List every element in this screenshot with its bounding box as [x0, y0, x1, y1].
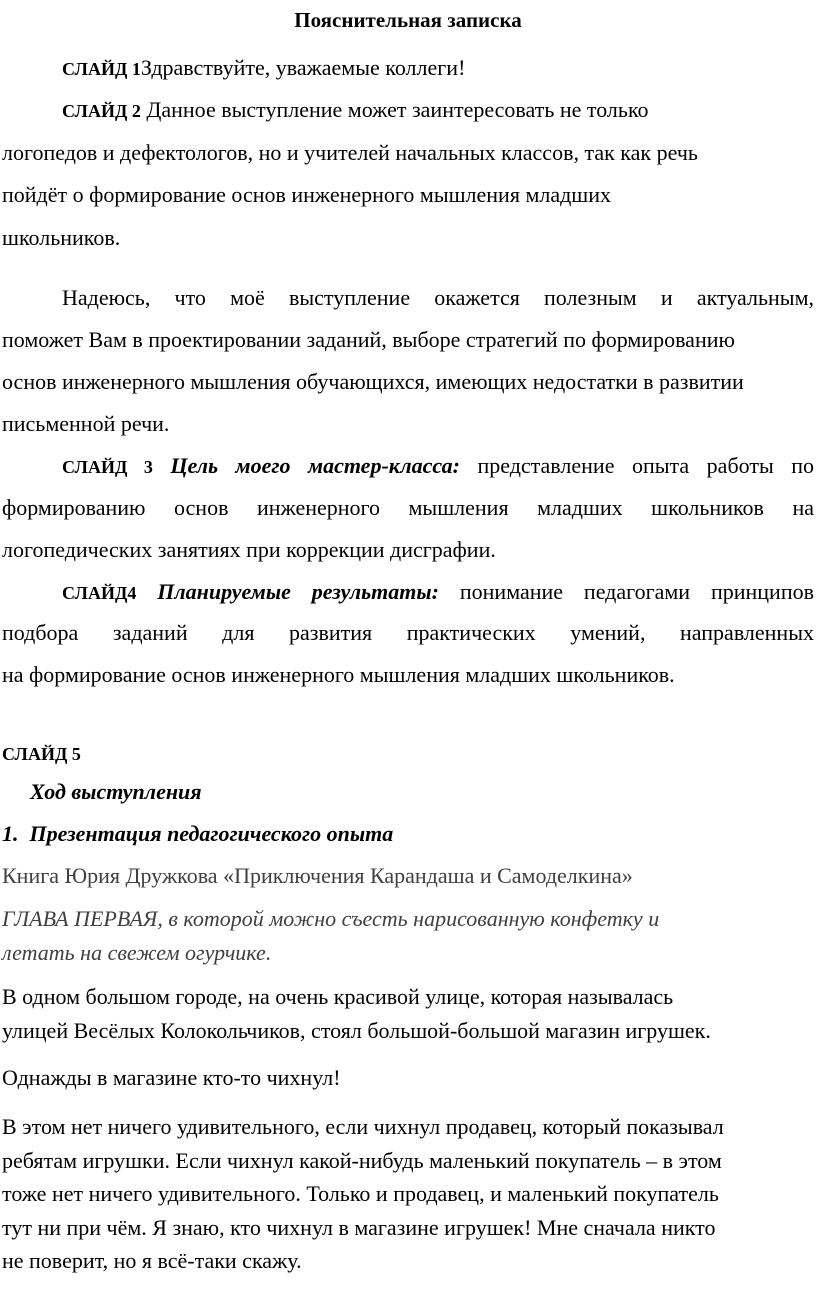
slide-2-text-line: пойдёт о формирование основ инженерного мышления младших: [2, 182, 612, 207]
results-text-line: понимание педагогами принципов: [459, 579, 814, 604]
story-line: В одном большом городе, на очень красивой улице, которая называлась: [2, 984, 674, 1009]
hope-paragraph-line: основ инженерного мышления обучающихся, имеющих недостатки в развитии: [2, 369, 744, 394]
slide-1-text: Здравствуйте, уважаемые коллеги!: [140, 55, 466, 80]
story-line: тоже нет ничего удивительного. Только и продавец, и маленький покупатель: [2, 1181, 719, 1206]
slide-4-label: СЛАЙД4: [62, 583, 137, 603]
paragraph-slide-4-line-1: [62, 578, 814, 607]
paragraph-slide-1: [62, 54, 465, 83]
story-line: не поверит, но я всё-таки скажу.: [2, 1248, 302, 1273]
goal-text-line: логопедических занятиях при коррекции дисграфии.: [2, 537, 496, 562]
hope-paragraph-line: Надеюсь, что моё выступление окажется полезным и актуальным,: [62, 285, 814, 310]
item-number: 1.: [2, 821, 19, 846]
story-line: ребятам игрушки. Если чихнул какой-нибудь маленький покупатель – в этом: [2, 1148, 722, 1173]
story-line: Однажды в магазине кто-то чихнул!: [2, 1065, 341, 1090]
chapter-line: летать на свежем огурчике.: [2, 940, 272, 965]
slide-2-label: СЛАЙД 2: [62, 101, 141, 121]
slide-2-text-line: школьников.: [2, 225, 121, 250]
paragraph-slide-2-line-1: [62, 96, 649, 125]
goal-heading: Цель моего мастер-класса:: [170, 453, 460, 478]
item-text: Презентация педагогического опыта: [29, 821, 394, 846]
slide-1-label: СЛАЙД 1: [62, 59, 141, 79]
numbered-item: [2, 820, 393, 848]
results-text-line: на формирование основ инженерного мышления младших школьников.: [2, 662, 675, 687]
story-line: В этом нет ничего удивительного, если чихнул продавец, который показывал: [2, 1114, 724, 1139]
goal-text-line: формированию основ инженерного мышления младших школьников на: [2, 495, 814, 520]
section-heading: Ход выступления: [30, 779, 202, 804]
results-heading: Планируемые результаты:: [157, 579, 439, 604]
paragraph-slide-3-line-1: [62, 452, 814, 481]
results-text-line: подбора заданий для развития практических умений, направленных: [2, 620, 814, 645]
goal-text-line: представление опыта работы по: [477, 453, 815, 478]
slide-3-label: СЛАЙД 3: [62, 457, 153, 477]
document-title: Пояснительная записка: [294, 8, 522, 32]
hope-paragraph-line: поможет Вам в проектировании заданий, выборе стратегий по формированию: [2, 327, 735, 352]
slide-2-text-line: логопедов и дефектологов, но и учителей начальных классов, так как речь: [2, 140, 698, 165]
book-title: Книга Юрия Дружкова «Приключения Карандаша и Самоделкина»: [2, 863, 633, 888]
story-line: улицей Весёлых Колокольчиков, стоял большой-большой магазин игрушек.: [2, 1018, 711, 1043]
story-line: тут ни при чём. Я знаю, кто чихнул в магазине игрушек! Мне сначала никто: [2, 1215, 716, 1240]
slide-5-label: СЛАЙД 5: [2, 744, 81, 764]
chapter-line: ГЛАВА ПЕРВАЯ, в которой можно съесть нарисованную конфетку и: [2, 906, 660, 931]
slide-2-text-line: Данное выступление может заинтересовать не только: [146, 97, 649, 122]
hope-paragraph-line: письменной речи.: [2, 411, 170, 436]
